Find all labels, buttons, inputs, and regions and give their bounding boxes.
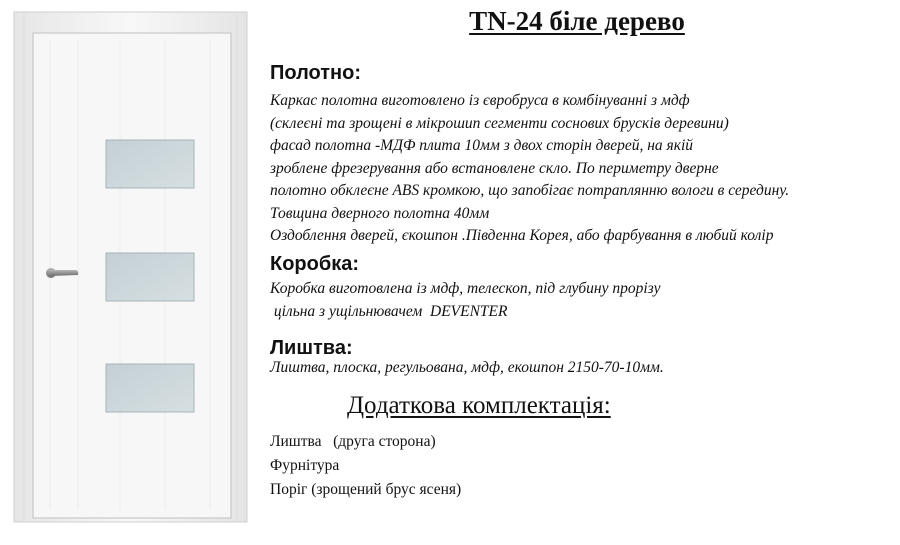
glass-panel-bottom [106,364,194,412]
section-body-polotno [270,90,885,248]
section-heading-polotno: Полотно: [270,62,362,84]
extras-list [270,430,461,502]
text-line: Оздоблення дверей, єкошпон .Південна Корея, або фарбування в любий колір [270,227,774,244]
section-body-lyshtva [270,357,885,380]
text-line: зроблене фрезерування або встановлене скло. По периметру дверне [270,159,719,177]
text-line: Каркас полотна виготовлено із євробруса в комбінуванні з мдф [270,92,690,109]
text-line: цільна з ущільнювачем DEVENTER [270,302,508,320]
list-item: Фурнітура [270,457,340,474]
glass-panel-top [106,140,194,188]
text-line: (склеєні та зрощені в мікрошип сегменти соснових брусків деревини) [270,114,729,132]
text-line: Товщина дверного полотна 40мм [270,204,490,222]
list-item: Лиштва (друга сторона) [270,433,436,450]
glass-panel-middle [106,253,194,301]
text-line: полотно обклеєне ABS кромкою, що запобігає потраплянню вологи в середину. [270,182,790,199]
extras-heading: Додаткова комплектація: [347,392,611,419]
text-line: Лиштва, плоска, регульована, мдф, екошпон 2150-70-10мм. [270,359,664,376]
section-heading-lyshtva: Лиштва: [270,337,353,359]
page-title: TN-24 біле дерево [469,6,685,36]
section-body-korobka [270,278,885,323]
product-description [262,0,892,540]
door-illustration [0,0,250,540]
list-item: Поріг (зрощений брус ясеня) [270,481,462,498]
door-image [0,0,250,540]
text-line: фасад полотна -МДФ плита 10мм з двох сторін дверей, на якій [270,137,694,154]
section-heading-korobka: Коробка: [270,253,360,275]
text-line: Коробка виготовлена із мдф, телескоп, під глубину прорізу [270,280,661,297]
